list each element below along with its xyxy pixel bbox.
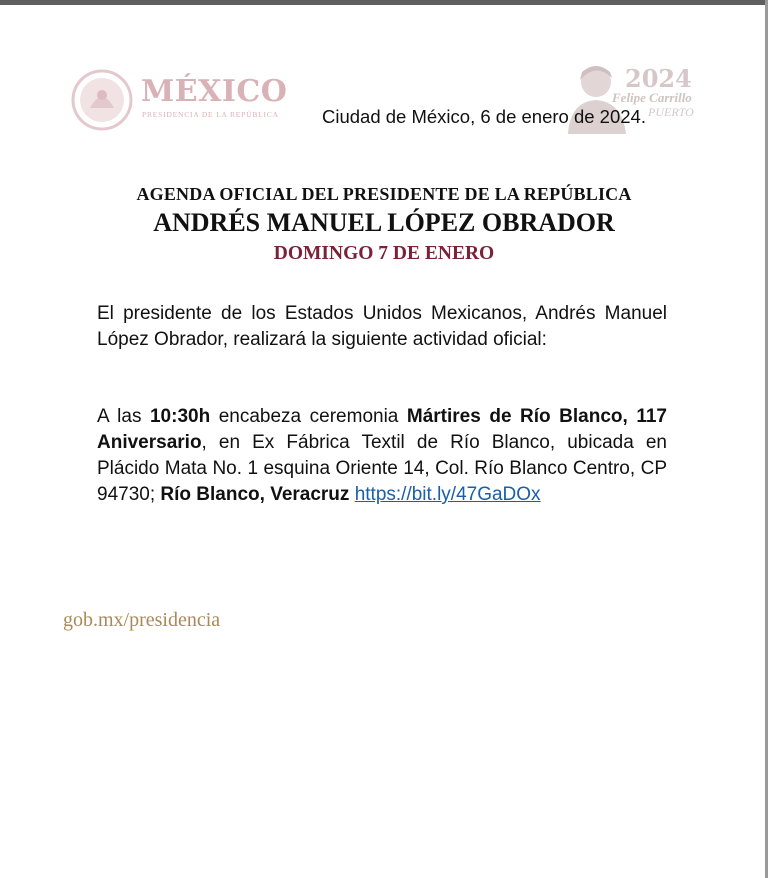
logo-subtitle: PRESIDENCIA DE LA REPÚBLICA <box>142 110 279 119</box>
activity-event: Mártires de Río Blanco, 117 Aniversario <box>97 406 667 453</box>
activity-time: 10:30h <box>149 406 211 427</box>
badge-name: Felipe Carrillo <box>612 90 692 105</box>
agenda-date: DOMINGO 7 DE ENERO <box>273 243 495 264</box>
activity-text-1: encabeza ceremonia <box>210 406 407 427</box>
badge-subtitle: PUERTO <box>648 105 694 119</box>
activity-prefix: A las <box>97 406 150 427</box>
agenda-title: AGENDA OFICIAL DEL PRESIDENTE DE LA REPÚBLICA <box>136 184 632 204</box>
activity-location: , en Ex Fábrica Textil de Río Blanco, ubicada en Plácido Mata No. 1 esquina Oriente 14, Col. Río Blanco Centro, CP 94730; <box>97 432 667 505</box>
president-name: ANDRÉS MANUEL LÓPEZ OBRADOR <box>153 208 615 237</box>
activity-place: Río Blanco, Veracruz <box>160 484 350 505</box>
badge-year: 2024 <box>625 64 692 93</box>
intro-paragraph: El presidente de los Estados Unidos Mexicanos, Andrés Manuel López Obrador, realizará la siguiente actividad oficial: <box>97 303 667 350</box>
logo-wordmark: MÉXICO <box>141 74 288 109</box>
national-seal-icon <box>70 68 134 132</box>
top-border <box>0 0 768 5</box>
location-link[interactable]: https://bit.ly/47GaDOx <box>354 484 541 505</box>
dateline: Ciudad de México, 6 de enero de 2024. <box>322 106 646 127</box>
footer-website: gob.mx/presidencia <box>63 609 221 631</box>
activity-paragraph <box>97 404 667 508</box>
